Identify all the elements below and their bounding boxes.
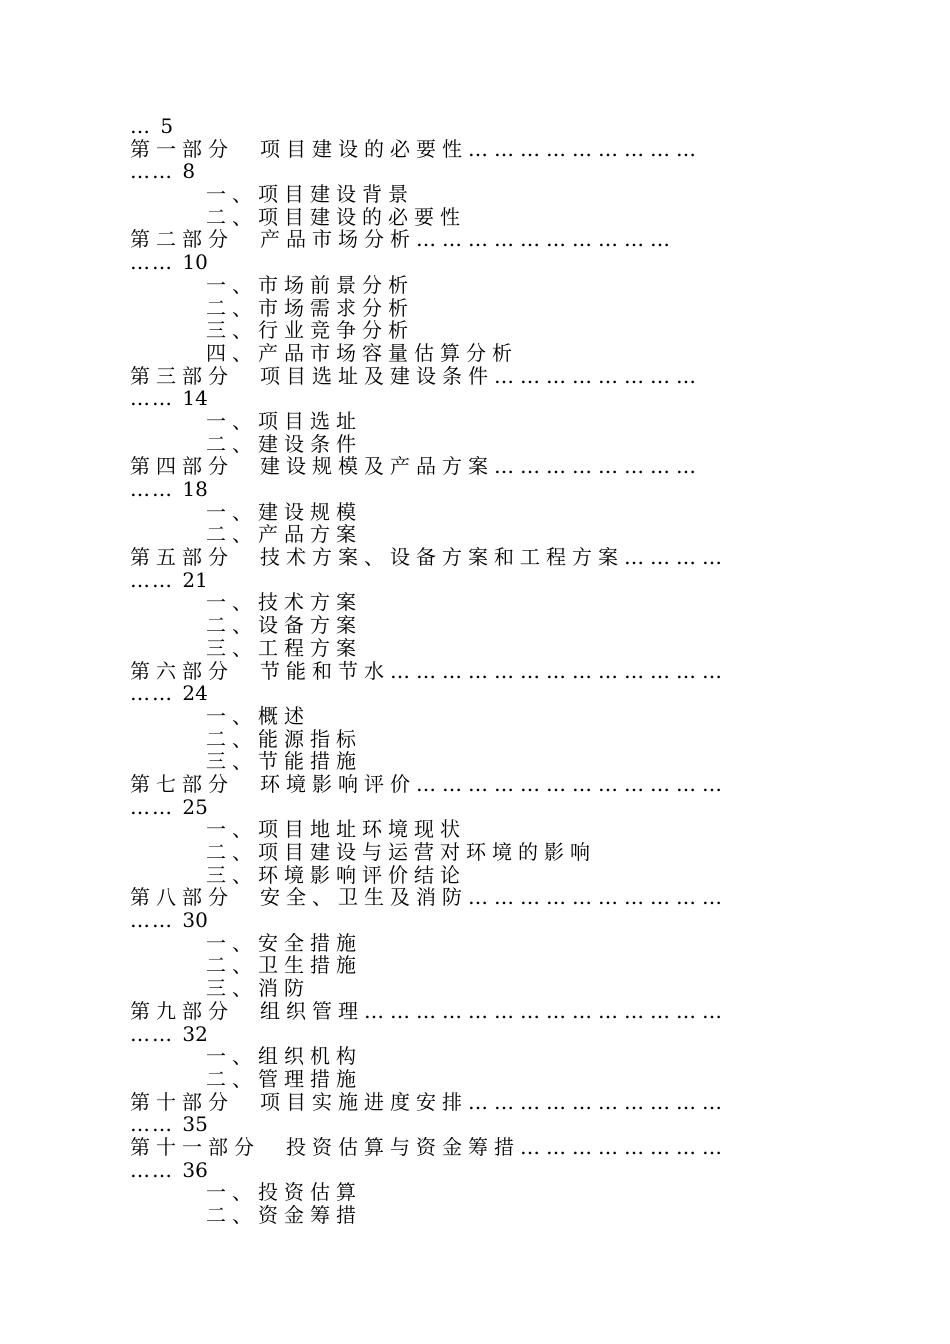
toc-subitem[interactable]: 三、工程方案 [206,636,362,660]
toc-part-page-line [130,1113,820,1136]
toc-part-heading[interactable]: 第十部分 项目实施进度安排………………………… [130,1090,728,1114]
toc-subitem[interactable]: 一、项目地址环境现状 [206,818,466,841]
toc-page-number: 35 [182,1113,208,1136]
toc-part-heading[interactable]: 第七部分 环境影响评价……………………………… [130,772,728,796]
toc-subitem[interactable]: 二、建设条件 [206,432,362,456]
toc-subitem[interactable]: 一、市场前景分析 [206,273,414,297]
toc-part-heading[interactable]: 第二部分 产品市场分析………………………… [130,228,676,252]
toc-part-heading[interactable]: 第一部分 项目建设的必要性……………………… [130,137,702,161]
toc-part-page-line [130,387,820,410]
toc-part-page-line [130,682,820,705]
toc-subitem[interactable]: 二、卫生措施 [206,954,362,978]
toc-leader-dots: …… [130,568,174,592]
toc-part-heading[interactable]: 第三部分 项目选址及建设条件…………………… [130,364,702,388]
toc-subitem[interactable]: 二、项目建设与运营对环境的影响 [206,841,596,864]
toc-subitem[interactable]: 一、建设规模 [206,500,362,524]
toc-page-number: 10 [182,251,208,274]
toc-part-page-line [130,569,820,592]
toc-part-heading[interactable]: 第六部分 节能和节水………………………………… [130,659,728,683]
toc-leader-dots: …… [130,1158,174,1182]
toc-subitem[interactable]: 三、环境影响评价结论 [206,863,466,887]
toc-subitem[interactable]: 四、产品市场容量估算分析 [206,341,518,365]
toc-part-heading[interactable]: 第五部分 技术方案、设备方案和工程方案………… [130,546,728,569]
toc-leader-dots: …… [130,795,174,819]
toc-part-page-line [130,796,820,819]
toc-subitem[interactable]: 三、消防 [206,977,310,1000]
toc-subitem[interactable]: 二、项目建设的必要性 [206,205,466,229]
toc-leader-dots: …… [130,1113,174,1136]
toc-lead-dots: … [130,115,152,138]
table-of-contents [130,115,820,1227]
toc-part-page-line [130,478,820,501]
toc-page-number: 36 [182,1158,208,1182]
toc-subitem[interactable]: 二、设备方案 [206,614,362,637]
toc-subitem[interactable]: 一、概述 [206,704,310,728]
toc-part-page-line [130,1159,820,1182]
toc-subitem[interactable]: 二、管理措施 [206,1067,362,1091]
toc-subitem[interactable]: 一、投资估算 [206,1181,362,1204]
toc-subitem[interactable]: 二、资金筹措 [206,1204,362,1227]
toc-part-page-line [130,160,820,183]
toc-subitem[interactable]: 三、行业竞争分析 [206,319,414,342]
toc-leader-dots: …… [130,682,174,705]
toc-subitem[interactable]: 一、技术方案 [206,591,362,615]
toc-lead-page: 5 [160,115,174,138]
toc-leader-dots: …… [130,909,174,932]
toc-leader-dots: …… [130,1022,174,1046]
toc-subitem[interactable]: 二、能源指标 [206,727,362,751]
toc-page-number: 18 [182,478,208,501]
toc-part-page-line [130,1023,820,1046]
toc-leader-dots: …… [130,387,174,410]
toc-part-heading[interactable]: 第四部分 建设规模及产品方案…………………… [130,455,702,478]
toc-subitem[interactable]: 一、项目选址 [206,409,362,433]
toc-leader-dots: …… [130,478,174,501]
toc-page-number: 21 [182,568,208,592]
toc-leader-dots: …… [130,251,174,274]
toc-subitem[interactable]: 二、市场需求分析 [206,296,414,320]
toc-page-number: 25 [182,795,208,819]
toc-lead-line [130,115,820,138]
toc-page-number: 32 [182,1022,208,1046]
toc-subitem[interactable]: 一、安全措施 [206,931,362,955]
toc-part-page-line [130,251,820,274]
toc-page-number: 24 [182,682,208,705]
toc-part-heading[interactable]: 第八部分 安全、卫生及消防………………………… [130,886,728,910]
toc-subitem[interactable]: 二、产品方案 [206,523,362,547]
toc-subitem[interactable]: 一、项目建设背景 [206,183,414,206]
toc-part-heading[interactable]: 第十一部分 投资估算与资金筹措…………………… [130,1135,728,1159]
toc-subitem[interactable]: 三、节能措施 [206,750,362,773]
toc-page-number: 30 [182,909,208,932]
toc-page-number: 14 [182,387,208,410]
toc-part-heading[interactable]: 第九部分 组织管理…………………………………… [130,999,728,1023]
toc-leader-dots: …… [130,160,174,184]
toc-page-number: 8 [182,160,196,184]
toc-subitem[interactable]: 一、组织机构 [206,1045,362,1068]
toc-part-page-line [130,909,820,932]
